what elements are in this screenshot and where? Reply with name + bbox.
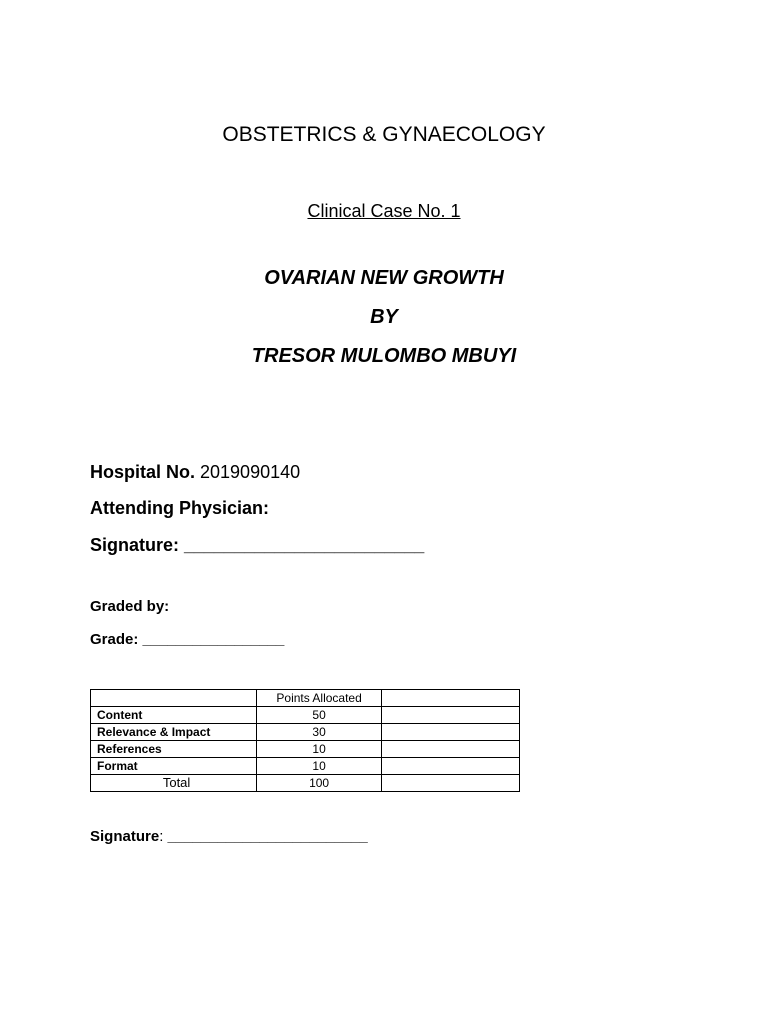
table-total-row: [91, 775, 520, 792]
score-cell: [382, 741, 520, 758]
total-label-cell: Total: [91, 775, 257, 792]
physician-signature-label: Signature:: [90, 535, 185, 555]
attending-physician-field: [90, 497, 269, 519]
table-row: [91, 758, 520, 775]
hospital-number-value: 2019090140: [195, 462, 301, 482]
criterion-cell: Relevance & Impact: [91, 724, 257, 741]
table-row: [91, 724, 520, 741]
grader-signature-field: [90, 827, 368, 846]
byline-by: BY: [370, 306, 398, 328]
criterion-cell: Content: [91, 707, 257, 724]
case-number: Clinical Case No. 1: [307, 201, 461, 221]
criterion-cell: References: [91, 741, 257, 758]
points-cell: 50: [257, 707, 382, 724]
graded-by-label: Graded by:: [90, 598, 170, 615]
physician-signature-field: [90, 534, 424, 556]
grade-field: [90, 630, 284, 649]
score-cell: [382, 758, 520, 775]
hospital-number-field: [90, 461, 300, 483]
attending-physician-label: Attending Physician:: [90, 498, 270, 518]
criterion-cell: Format: [91, 758, 257, 775]
grader-signature-line: ________________________: [167, 828, 368, 845]
author-name: TRESOR MULOMBO MBUYI: [251, 345, 517, 367]
score-cell: [382, 724, 520, 741]
physician-signature-line: ________________________: [184, 535, 425, 555]
grader-signature-label: Signature: [90, 828, 160, 845]
points-cell: 30: [257, 724, 382, 741]
grade-line: _________________: [142, 631, 285, 648]
hospital-number-label: Hospital No.: [90, 462, 196, 482]
points-cell: 10: [257, 741, 382, 758]
table-row: [91, 741, 520, 758]
grade-label: Grade:: [90, 631, 143, 648]
graded-by-field: [90, 597, 169, 616]
grading-table: [90, 689, 520, 792]
table-row: [91, 707, 520, 724]
grader-signature-colon: :: [159, 828, 168, 845]
department-title: OBSTETRICS & GYNAECOLOGY: [222, 123, 546, 146]
table-header-row: [91, 690, 520, 707]
total-score-cell: [382, 775, 520, 792]
table-header-cell: [91, 690, 257, 707]
case-title: OVARIAN NEW GROWTH: [264, 267, 504, 289]
total-points-cell: 100: [257, 775, 382, 792]
points-cell: 10: [257, 758, 382, 775]
table-header-cell: [382, 690, 520, 707]
table-header-cell: Points Allocated: [257, 690, 382, 707]
score-cell: [382, 707, 520, 724]
